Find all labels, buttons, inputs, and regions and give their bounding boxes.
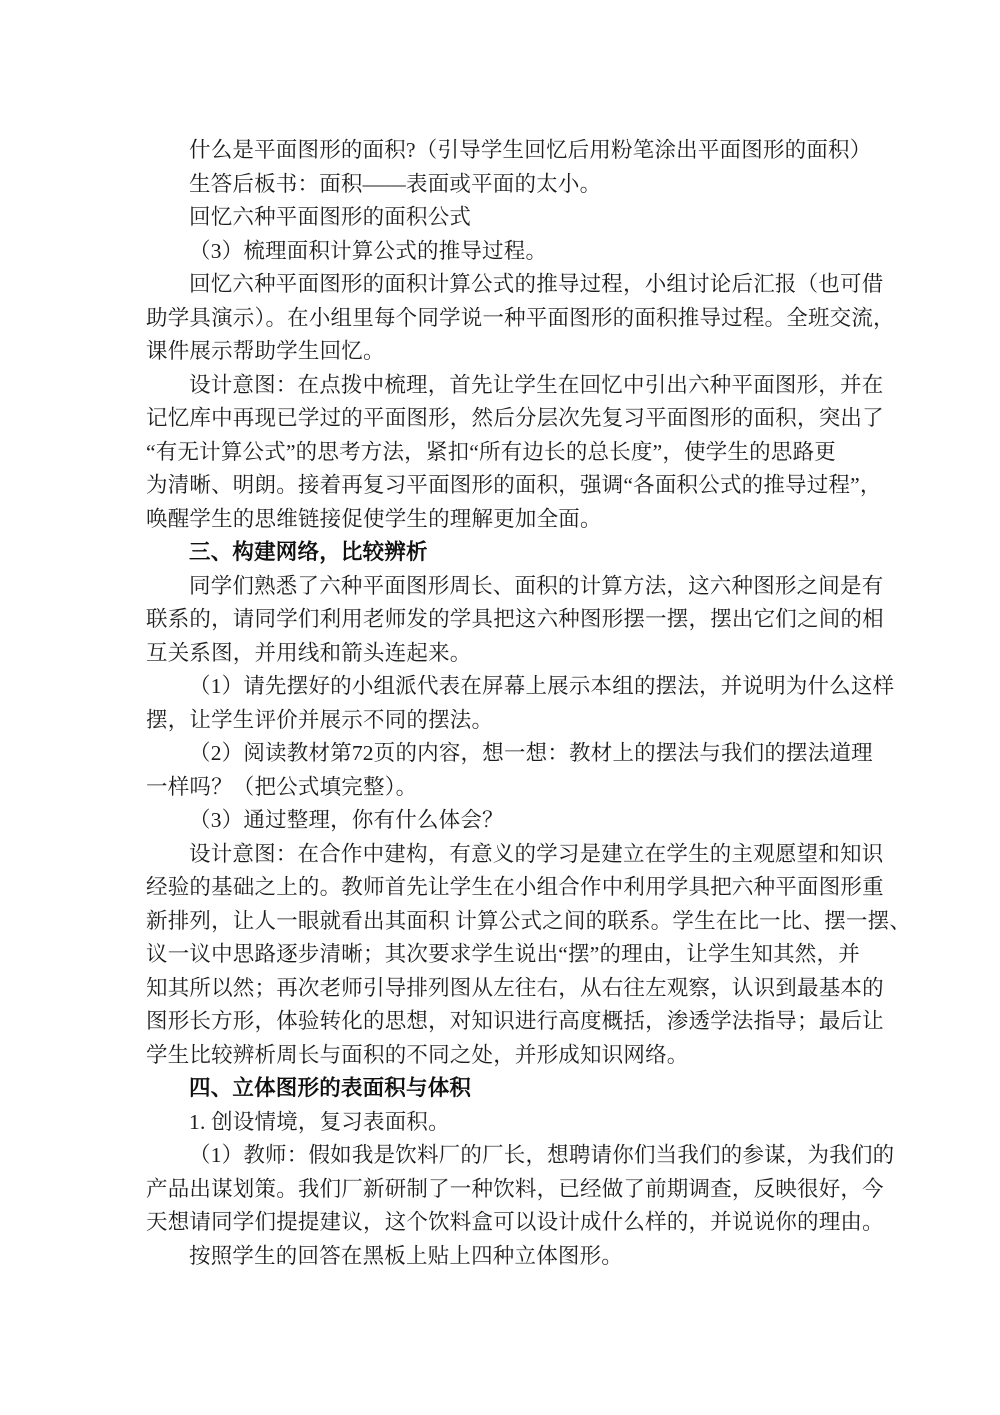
text-line: （1）教师：假如我是饮料厂的厂长，想聘请你们当我们的参谋，为我们的 bbox=[189, 1143, 895, 1167]
text-line: 回忆六种平面图形的面积公式 bbox=[189, 205, 472, 229]
text-line: 按照学生的回答在黑板上贴上四种立体图形。 bbox=[189, 1243, 624, 1268]
text-line: 知其所以然；再次老师引导排列图从左往右，从右往左观察，认识到最基本的 bbox=[146, 975, 884, 1000]
text-line: 设计意图：在点拨中梳理，首先让学生在回忆中引出六种平面图形，并在 bbox=[189, 372, 884, 397]
text-line: 产品出谋划策。我们厂新研制了一种饮料，已经做了前期调查，反映很好，今 bbox=[146, 1176, 884, 1201]
text-line: 学生比较辨析周长与面积的不同之处，并形成知识网络。 bbox=[146, 1042, 689, 1067]
text-line: 唤醒学生的思维链接促使学生的理解更加全面。 bbox=[146, 506, 602, 531]
text-line: 记忆库中再现已学过的平面图形，然后分层次先复习平面图形的面积，突出了 bbox=[146, 406, 884, 430]
document-text-block bbox=[146, 134, 912, 1273]
text-line: 什么是平面图形的面积?（引导学生回忆后用粉笔涂出平面图形的面积） bbox=[189, 138, 872, 162]
text-line: 新排列，让人一眼就看出其面积 计算公式之间的联系。学生在比一比、摆一摆、 bbox=[146, 908, 912, 933]
text-line: 生答后板书：面积——表面或平面的太小。 bbox=[189, 171, 602, 196]
text-line: 摆，让学生评价并展示不同的摆法。 bbox=[146, 707, 494, 732]
text-line: 天想请同学们提提建议，这个饮料盒可以设计成什么样的，并说说你的理由。 bbox=[146, 1210, 884, 1234]
text-line: 助学具演示）。在小组里每个同学说一种平面图形的面积推导过程。全班交流， bbox=[146, 305, 895, 330]
text-line: 互关系图，并用线和箭头连起来。 bbox=[146, 640, 472, 665]
text-line: （2）阅读教材第72页的内容，想一想：教材上的摆法与我们的摆法道理 bbox=[189, 741, 873, 765]
text-line: 同学们熟悉了六种平面图形周长、面积的计算方法，这六种图形之间是有 bbox=[189, 573, 884, 598]
text-line: 联系的，请同学们利用老师发的学具把这六种图形摆一摆，摆出它们之间的相 bbox=[146, 607, 884, 631]
text-line: 为清晰、明朗。接着再复习平面图形的面积，强调“各面积公式的推导过程”， bbox=[146, 473, 882, 497]
section-heading: 三、构建网络，比较辨析 bbox=[189, 540, 428, 564]
text-line: （3）梳理面积计算公式的推导过程。 bbox=[189, 238, 548, 263]
section-heading: 四、立体图形的表面积与体积 bbox=[189, 1076, 472, 1100]
text-line: 设计意图：在合作中建构，有意义的学习是建立在学生的主观愿望和知识 bbox=[189, 841, 884, 866]
text-line: “有无计算公式”的思考方法，紧扣“所有边长的总长度”，使学生的思路更 bbox=[146, 439, 836, 464]
text-line: 课件展示帮助学生回忆。 bbox=[146, 339, 385, 363]
text-line: （1）请先摆好的小组派代表在屏幕上展示本组的摆法，并说明为什么这样 bbox=[189, 674, 895, 698]
text-line: （3）通过整理，你有什么体会？ bbox=[189, 808, 504, 832]
text-line: 议一议中思路逐步清晰；其次要求学生说出“摆”的理由，让学生知其然，并 bbox=[146, 942, 860, 966]
text-line: 图形长方形，体验转化的思想，对知识进行高度概括，渗透学法指导；最后让 bbox=[146, 1009, 884, 1033]
text-line: 经验的基础之上的。教师首先让学生在小组合作中利用学具把六种平面图形重 bbox=[146, 875, 884, 899]
text-line: 1. 创设情境，复习表面积。 bbox=[189, 1109, 450, 1134]
text-line: 回忆六种平面图形的面积计算公式的推导过程，小组讨论后汇报（也可借 bbox=[189, 272, 884, 296]
text-line: 一样吗？（把公式填完整）。 bbox=[146, 774, 418, 799]
